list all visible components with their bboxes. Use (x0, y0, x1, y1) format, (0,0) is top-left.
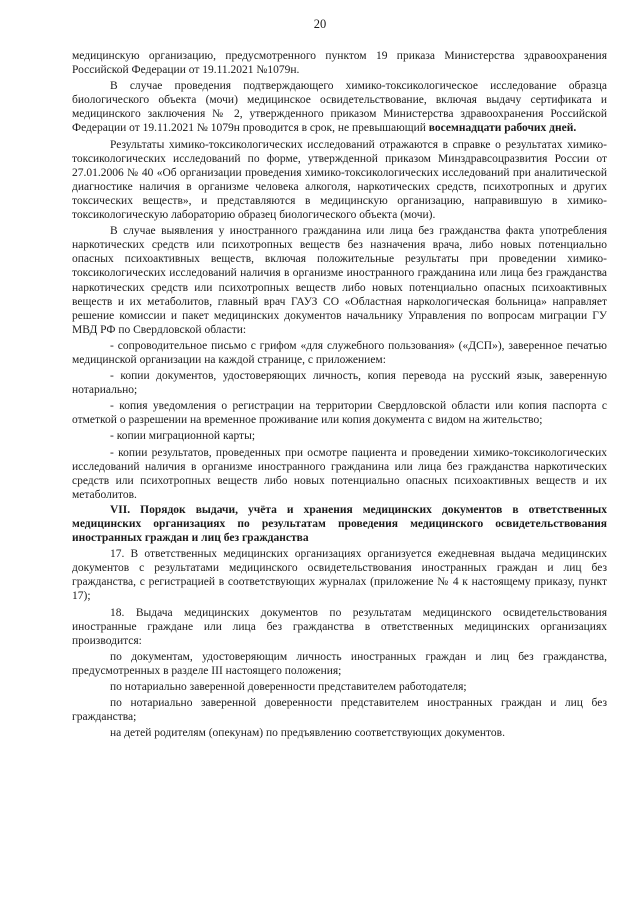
paragraph-18: 18. Выдача медицинских документов по результатам медицинского освидетельствования иностранные граждане или лица без гражданства в ответственных медицинских организациях производится: (72, 606, 607, 647)
paragraph-text: В случае проведения подтверждающего химико-токсикологическое исследование образца биологического объекта (мочи) медицинское освидетельствование, включая выдачу сертификата и медицинского заключения № 2, утвержденного приказом Министерства здравоохранения Российской Федерации от 19.11.2021 № 1079н проводится в срок, не превышающий (72, 80, 607, 135)
paragraph-confirmation-test (72, 79, 607, 135)
paragraph-continuation: медицинскую организацию, предусмотренного пунктом 19 приказа Министерства здравоохранения Российской Федерации от 19.11.2021 №1079н. (72, 50, 607, 77)
paragraph-detection: В случае выявления у иностранного гражданина или лица без гражданства факта употребления наркотических средств или психотропных веществ без назначения врача, либо новых потенциально опасных психоактивных веществ, включая положительные результаты при проведении химико-токсикологических исследований наличия в организме иностранного гражданина или лица без гражданства наркотических средств или психотропных веществ либо новых потенциально опасных психоактивных веществ и их метаболитов, главный врач ГАУЗ СО «Областная наркологическая больница» направляет решение комиссии и пакет медицинских документов начальнику Управления по вопросам миграции ГУ МВД РФ по Свердловской области: (72, 225, 607, 336)
page-number: 20 (313, 17, 327, 31)
list-item-identity-copies: - копии документов, удостоверяющих личность, копия перевода на русский язык, заверенную нотариально; (72, 370, 607, 397)
paragraph-results: Результаты химико-токсикологических исследований отражаются в справке о результатах химико-токсикологических исследований по форме, утвержденной приказом Минздравсоцразвития России от 27.01.2006 № 40 «Об организации проведения химико-токсикологических исследований при аналитической диагностике наличия в организме человека алкоголя, наркотических средств, психотропных и других токсических веществ», и представляются в медицинскую организацию, направившую в химико-токсикологическую лабораторию образец биологического объекта (мочи). (72, 138, 607, 222)
list-item-children: на детей родителям (опекунам) по предъявлению соответствующих документов. (110, 727, 505, 740)
bold-deadline: восемнадцати рабочих дней. (428, 122, 577, 135)
list-item-identity-docs: по документам, удостоверяющим личность иностранных граждан и лиц без гражданства, предусмотренных в разделе III настоящего положения; (72, 650, 607, 677)
list-item-employer-proxy: по нотариально заверенной доверенности представителем работодателя; (110, 681, 467, 694)
list-item-cover-letter: - сопроводительное письмо с грифом «для служебного пользования» («ДСП»), заверенное печатью медицинской организации на каждой странице, с приложением: (72, 339, 607, 366)
section-heading: VII. Порядок выдачи, учёта и хранения медицинских документов в ответственных медицинских организациях по результатам проведения медицинского освидетельствования иностранных граждан и лиц без гражданства (72, 503, 607, 545)
list-item-registration-copy: - копия уведомления о регистрации на территории Свердловской области или копия паспорта с отметкой о разрешении на временное проживание или копия документа с видом на жительство; (72, 400, 607, 427)
document-body (72, 49, 607, 740)
paragraph-17: 17. В ответственных медицинских организациях организуется ежедневная выдача медицинских документов с результатами медицинского освидетельствования иностранных граждан и лиц без гражданства, с регистрацией в соответствующих журналах (приложение № 4 к настоящему приказу, пункт 17); (72, 548, 607, 603)
list-item-citizen-proxy: по нотариально заверенной доверенности представителем иностранных граждан и лиц без гражданства; (72, 697, 607, 724)
list-item-test-results: - копии результатов, проведенных при осмотре пациента и проведении химико-токсикологических исследований наличия в организме иностранного гражданина или лица без гражданства наркотических средств или психотропных веществ либо новых потенциально опасных психоактивных веществ и их метаболитов. (72, 446, 607, 501)
list-item-migration-card: - копии миграционной карты; (110, 430, 256, 443)
